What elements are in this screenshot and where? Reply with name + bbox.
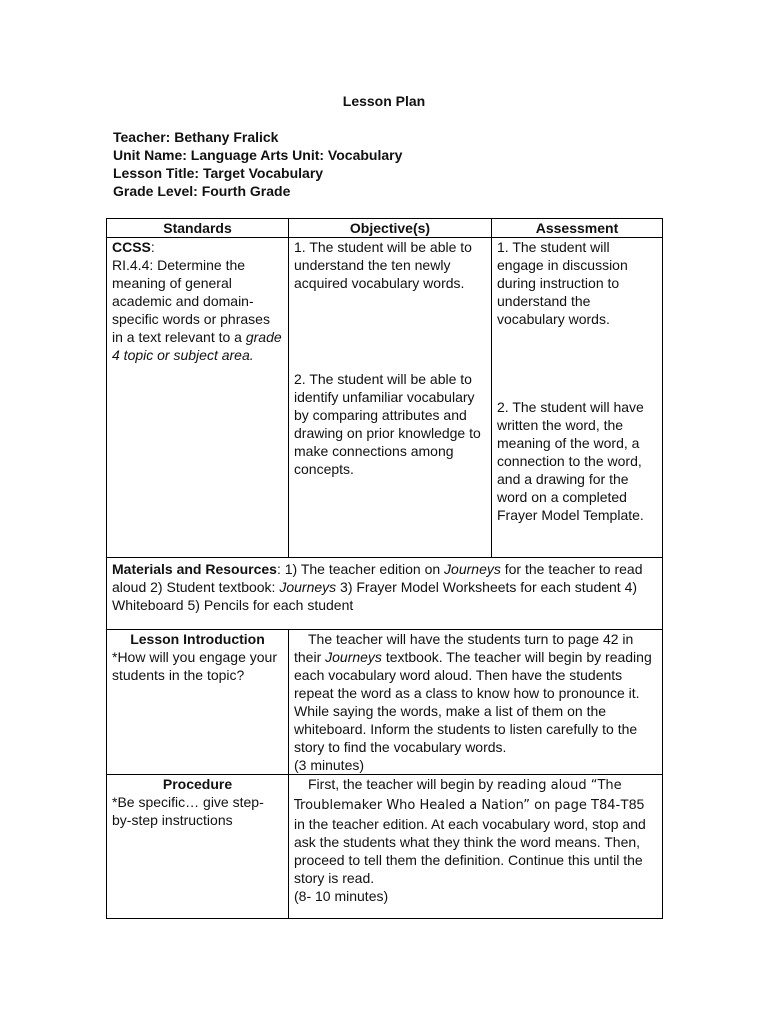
- materials-label: Materials and Resources: [112, 561, 277, 577]
- procedure-text-3: T85 in the teacher edition. At each vocabulary word, stop and ask the students what they think the word means. Then, proceed to tell them the definition. Continue this until the story is read.: [294, 796, 646, 886]
- table-header-row: [107, 219, 663, 238]
- lesson-header: [113, 128, 402, 200]
- objectives-header: Objective(s): [289, 219, 492, 238]
- materials-text-3: 3) Frayer Model Worksheets for each student 4) Whiteboard 5) Pencils for each student: [112, 579, 638, 613]
- grade-level-line: Grade Level: Fourth Grade: [113, 183, 291, 199]
- journeys-title: Journeys: [279, 579, 337, 595]
- assessment-1: 1. The student will engage in discussion during instruction to understand the vocabulary words.: [497, 239, 628, 327]
- procedure-prompt: *Be specific… give step-by-step instructions: [112, 794, 264, 828]
- ccss-label: CCSS: [112, 239, 151, 255]
- lesson-title-line: Lesson Title: Target Vocabulary: [113, 165, 324, 181]
- introduction-text-cell: [289, 630, 663, 775]
- introduction-label: Lesson Introduction: [130, 631, 265, 647]
- introduction-text: [294, 630, 657, 756]
- procedure-text-1: First, the teacher will begin by: [308, 776, 498, 792]
- procedure-label-cell: [107, 775, 289, 919]
- procedure-text: [294, 775, 657, 887]
- standards-header: Standards: [107, 219, 289, 238]
- procedure-text-cell: [289, 775, 663, 919]
- lesson-plan-table: [106, 218, 663, 919]
- standard-italic-text: grade 4 topic or subject area.: [112, 329, 282, 363]
- materials-text-1: : 1) The teacher edition on: [276, 561, 445, 577]
- procedure-text-2: reading aloud “The Troublemaker Who Healed a Nation” on page T84-: [294, 778, 622, 813]
- unit-line: Unit Name: Language Arts Unit: Vocabulary: [113, 147, 403, 163]
- table-row: [107, 238, 663, 558]
- journeys-title: Journeys: [325, 649, 382, 665]
- introduction-label-cell: [107, 630, 289, 775]
- materials-text-2: for the teacher to read aloud 2) Student textbook:: [112, 561, 643, 595]
- objective-2: 2. The student will be able to identify unfamiliar vocabulary by comparing attributes and drawing on prior knowledge to make connections among concepts.: [294, 371, 481, 477]
- assessment-header: Assessment: [492, 219, 663, 238]
- objective-1: 1. The student will be able to understand the ten newly acquired vocabulary words.: [294, 239, 472, 291]
- introduction-row: [107, 630, 663, 775]
- standards-cell: [107, 238, 289, 558]
- assessment-cell: [492, 238, 663, 558]
- objectives-cell: [289, 238, 492, 558]
- introduction-text-2: textbook. The teacher will begin by reading each vocabulary word aloud. Then have the students repeat the word as a class to know how to pronounce it. While saying the words, make a list of them on the whiteboard. Inform the students to listen carefully to the story to find the vocabulary words.: [294, 649, 652, 755]
- procedure-row: [107, 775, 663, 919]
- introduction-prompt: *How will you engage your students in the topic?: [112, 649, 277, 683]
- materials-cell: [107, 558, 663, 630]
- assessment-2: 2. The student will have written the word, the meaning of the word, a connection to the word, and a drawing for the word on a completed Frayer Model Template.: [497, 399, 644, 523]
- introduction-text-1: The teacher will have the students turn to page 42 in their: [294, 631, 634, 665]
- journeys-title: Journeys: [444, 561, 501, 577]
- page-title: Lesson Plan: [342, 93, 426, 109]
- standard-text: RI.4.4: Determine the meaning of general academic and domain-specific words or phrases in a text relevant to a: [112, 257, 270, 345]
- teacher-line: Teacher: Bethany Fralick: [113, 129, 279, 145]
- materials-row: [107, 558, 663, 630]
- introduction-time: (3 minutes): [294, 757, 365, 773]
- procedure-time: (8- 10 minutes): [294, 888, 389, 904]
- ccss-colon: :: [150, 239, 155, 255]
- procedure-label: Procedure: [162, 776, 233, 792]
